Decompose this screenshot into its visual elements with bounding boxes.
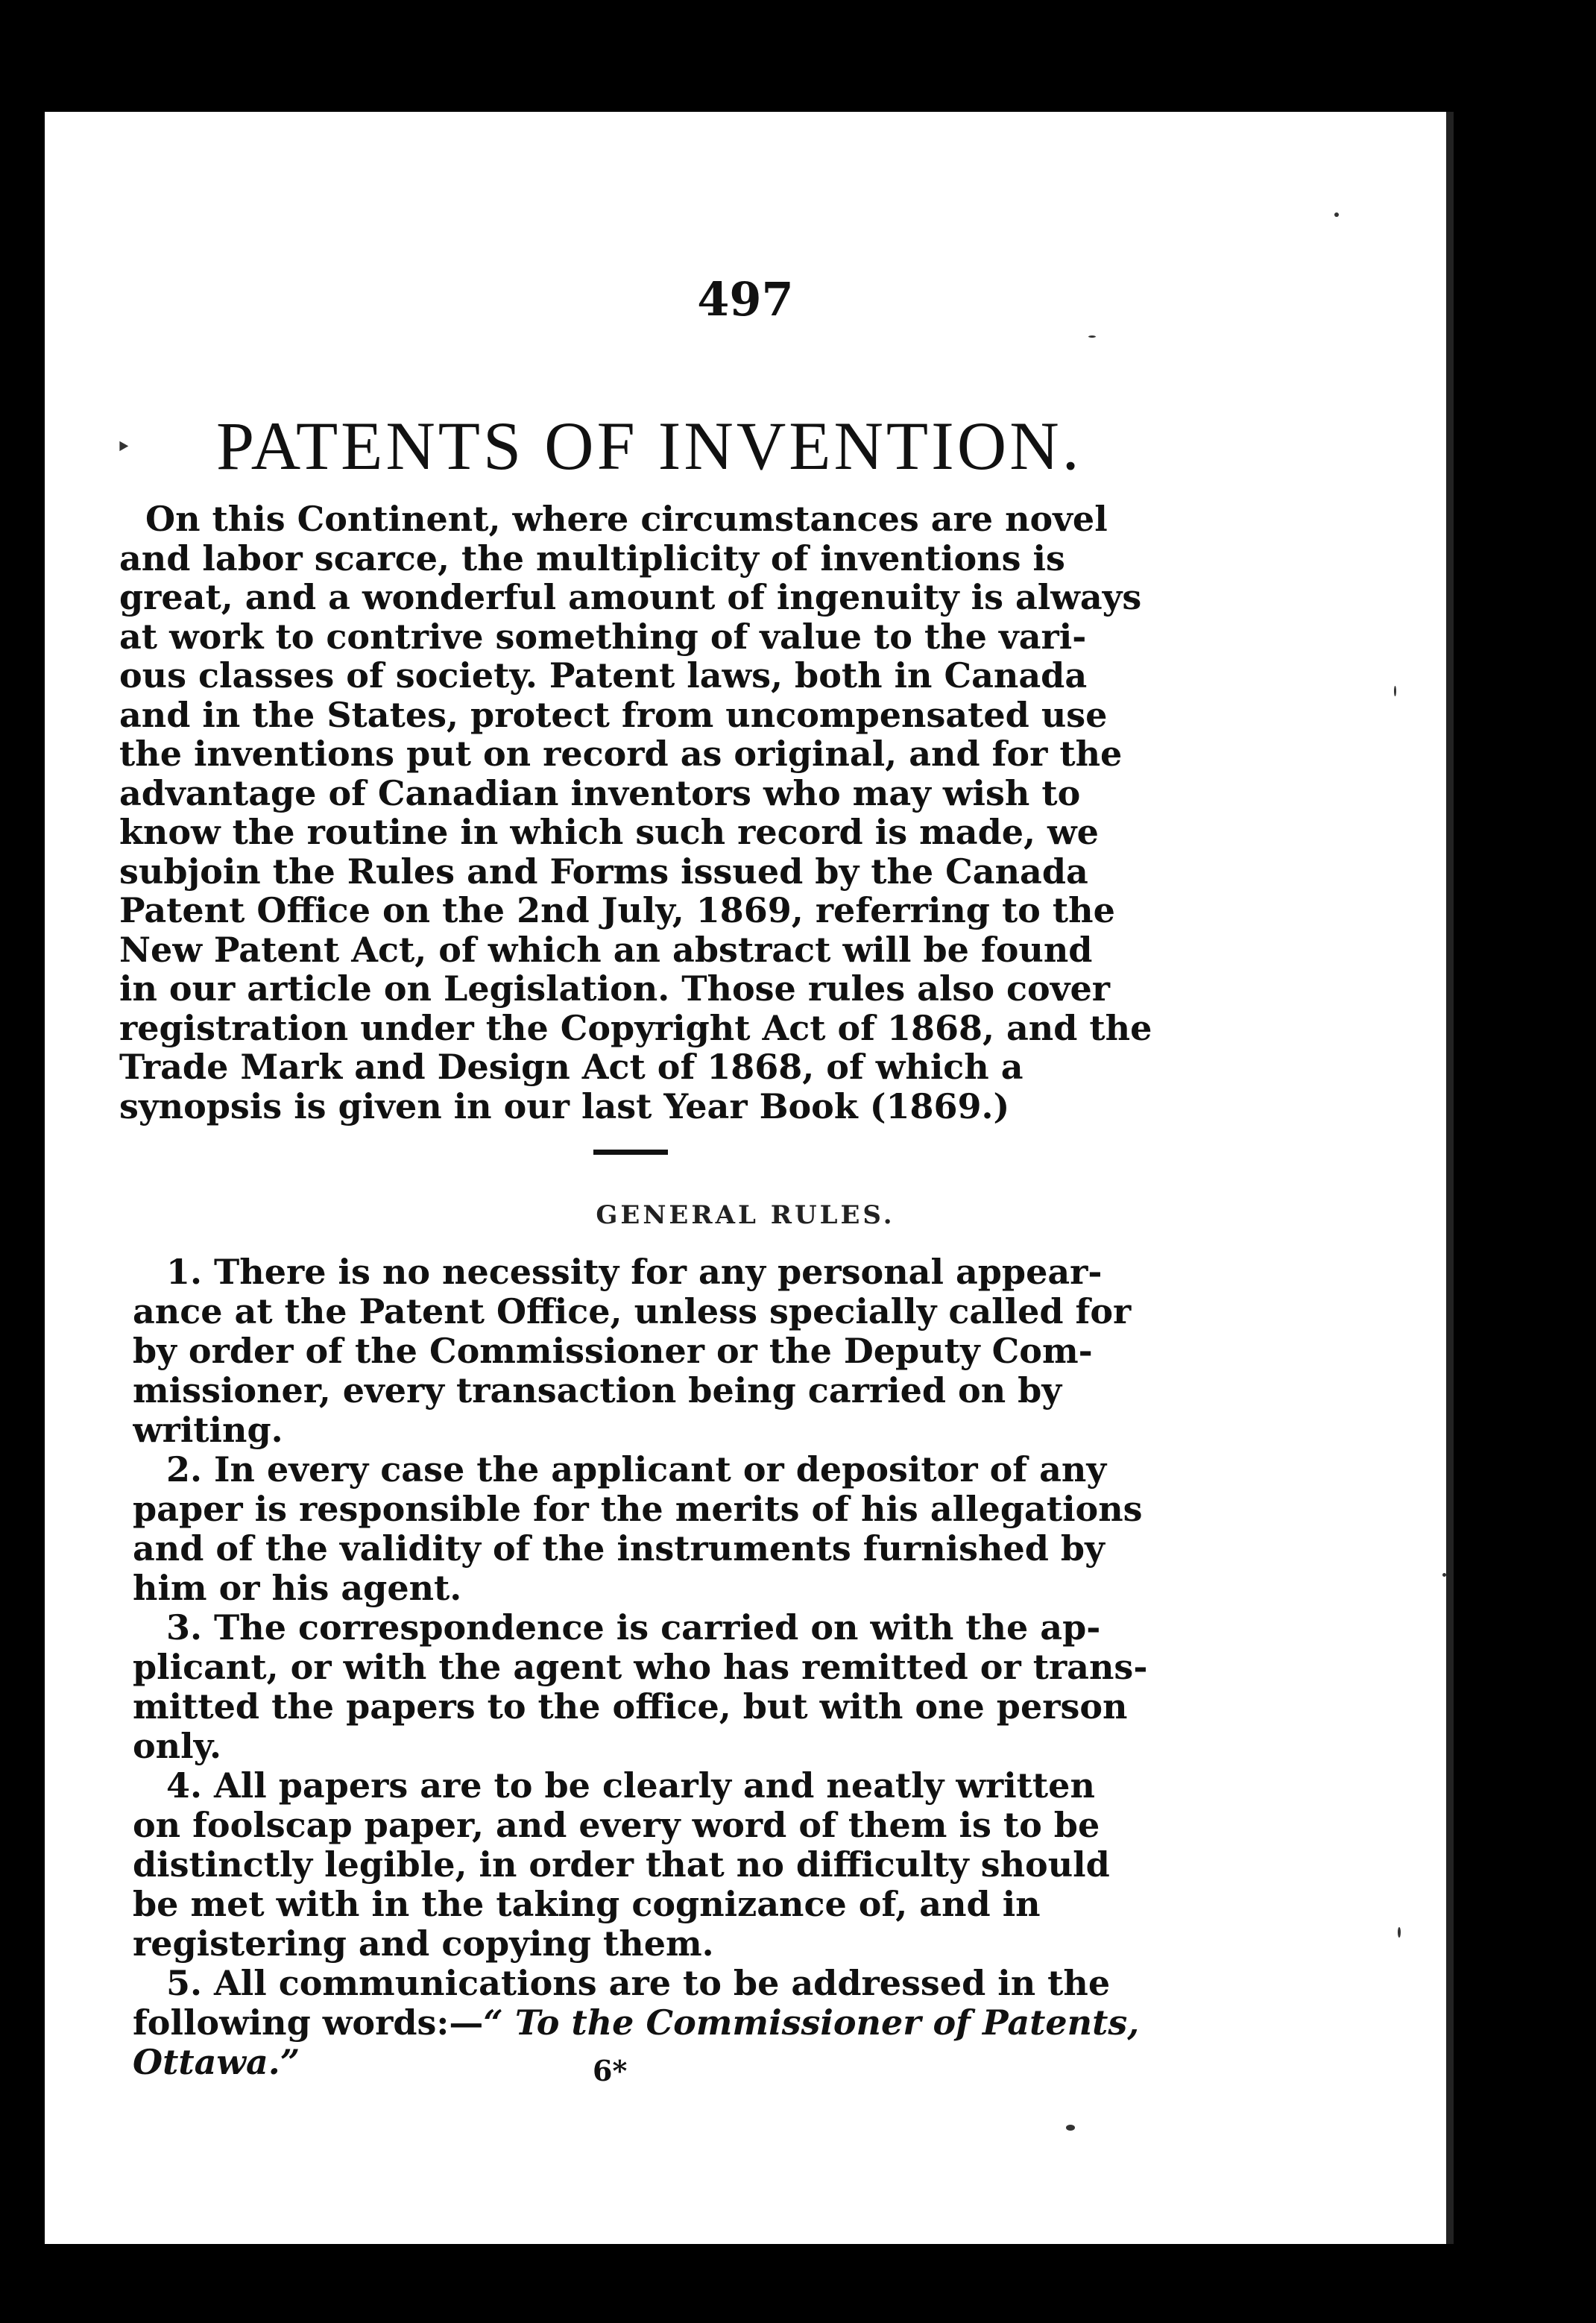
rule-line: only.: [133, 1727, 222, 1766]
intro-line: ous classes of society. Patent laws, both in Canada: [119, 656, 1088, 696]
intro-line: know the routine in which such record is made, we: [119, 813, 1099, 852]
rule-item: [133, 1252, 1176, 1450]
book-page: [45, 112, 1454, 2244]
signature-mark: 6*: [593, 2054, 628, 2087]
intro-line: at work to contrive something of value to the vari-: [119, 617, 1087, 656]
rule-line: writing.: [133, 1410, 283, 1450]
section-heading: GENERAL RULES.: [596, 1200, 895, 1230]
rule-line: 5. All communications are to be addressed in the: [166, 1964, 1111, 2003]
rule-line: registering and copying them.: [133, 1924, 714, 1964]
section-divider: [593, 1150, 668, 1155]
intro-line: advantage of Canadian inventors who may wish to: [119, 773, 1081, 813]
rule-item: [133, 1450, 1176, 1608]
intro-line: On this Continent, where circumstances are novel: [145, 499, 1108, 539]
rule-line: him or his agent.: [133, 1569, 462, 1608]
intro-line: New Patent Act, of which an abstract will be found: [119, 930, 1093, 969]
scan-speck: [1088, 335, 1096, 338]
rule-line: paper is responsible for the merits of his allegations: [133, 1490, 1143, 1529]
page-number: 497: [697, 272, 794, 327]
rule-line: distinctly legible, in order that no difficulty should: [133, 1845, 1110, 1885]
intro-line: subjoin the Rules and Forms issued by the Canada: [119, 851, 1088, 891]
rule-line: mitted the papers to the office, but with one person: [133, 1687, 1128, 1727]
margin-mark: ‣: [116, 432, 132, 463]
rule-line: 3. The correspondence is carried on with the ap-: [166, 1608, 1101, 1648]
intro-line: synopsis is given in our last Year Book (1869.): [119, 1086, 1010, 1126]
rule-line: missioner, every transaction being carried on by: [133, 1371, 1062, 1410]
intro-line: in our article on Legislation. Those rules also cover: [119, 969, 1110, 1009]
rule-line: and of the validity of the instruments furnished by: [133, 1529, 1105, 1569]
intro-line: and labor scarce, the multiplicity of inventions is: [119, 538, 1065, 578]
page-title: PATENTS OF INVENTION.: [216, 408, 1082, 484]
scan-speck: [1334, 212, 1339, 217]
intro-line: Trade Mark and Design Act of 1868, of which a: [119, 1047, 1023, 1087]
intro-line: the inventions put on record as original, and for the: [119, 734, 1123, 774]
rule-line: plicant, or with the agent who has remitted or trans-: [133, 1648, 1148, 1687]
rule-item: [133, 1766, 1176, 1964]
rule-line: 4. All papers are to be clearly and neatly written: [166, 1766, 1095, 1806]
scan-speck: [1442, 1573, 1446, 1577]
scan-speck: [1394, 686, 1396, 696]
scan-speck: [1398, 1927, 1401, 1938]
intro-line: Patent Office on the 2nd July, 1869, referring to the: [119, 891, 1115, 930]
scan-speck: [1066, 2125, 1075, 2131]
rule-line: by order of the Commissioner or the Deputy Com-: [133, 1331, 1093, 1371]
rule-item: [133, 1964, 1176, 2082]
rules-list: [133, 1252, 1176, 2082]
rule-line: be met with in the taking cognizance of, and in: [133, 1885, 1041, 1924]
rule-line: 2. In every case the applicant or depositor of any: [166, 1450, 1107, 1490]
rule-line: [133, 2043, 1176, 2082]
rule-line: 1. There is no necessity for any personal appear-: [166, 1252, 1103, 1292]
address-text: “ To the Commissioner of Patents,: [483, 2003, 1140, 2043]
intro-line: and in the States, protect from uncompensated use: [119, 695, 1108, 734]
intro-paragraph: [119, 499, 1163, 1126]
rule-line-text: following words:—: [133, 2003, 484, 2043]
rule-line: ance at the Patent Office, unless specially called for: [133, 1292, 1132, 1331]
intro-line: registration under the Copyright Act of 1868, and the: [119, 1008, 1152, 1047]
rule-line: on foolscap paper, and every word of them is to be: [133, 1806, 1100, 1845]
rule-line: [133, 2003, 1176, 2043]
intro-line: great, and a wonderful amount of ingenuity is always: [119, 578, 1142, 617]
address-text-line2: Ottawa.”: [133, 2043, 300, 2082]
rule-item: [133, 1608, 1176, 1766]
